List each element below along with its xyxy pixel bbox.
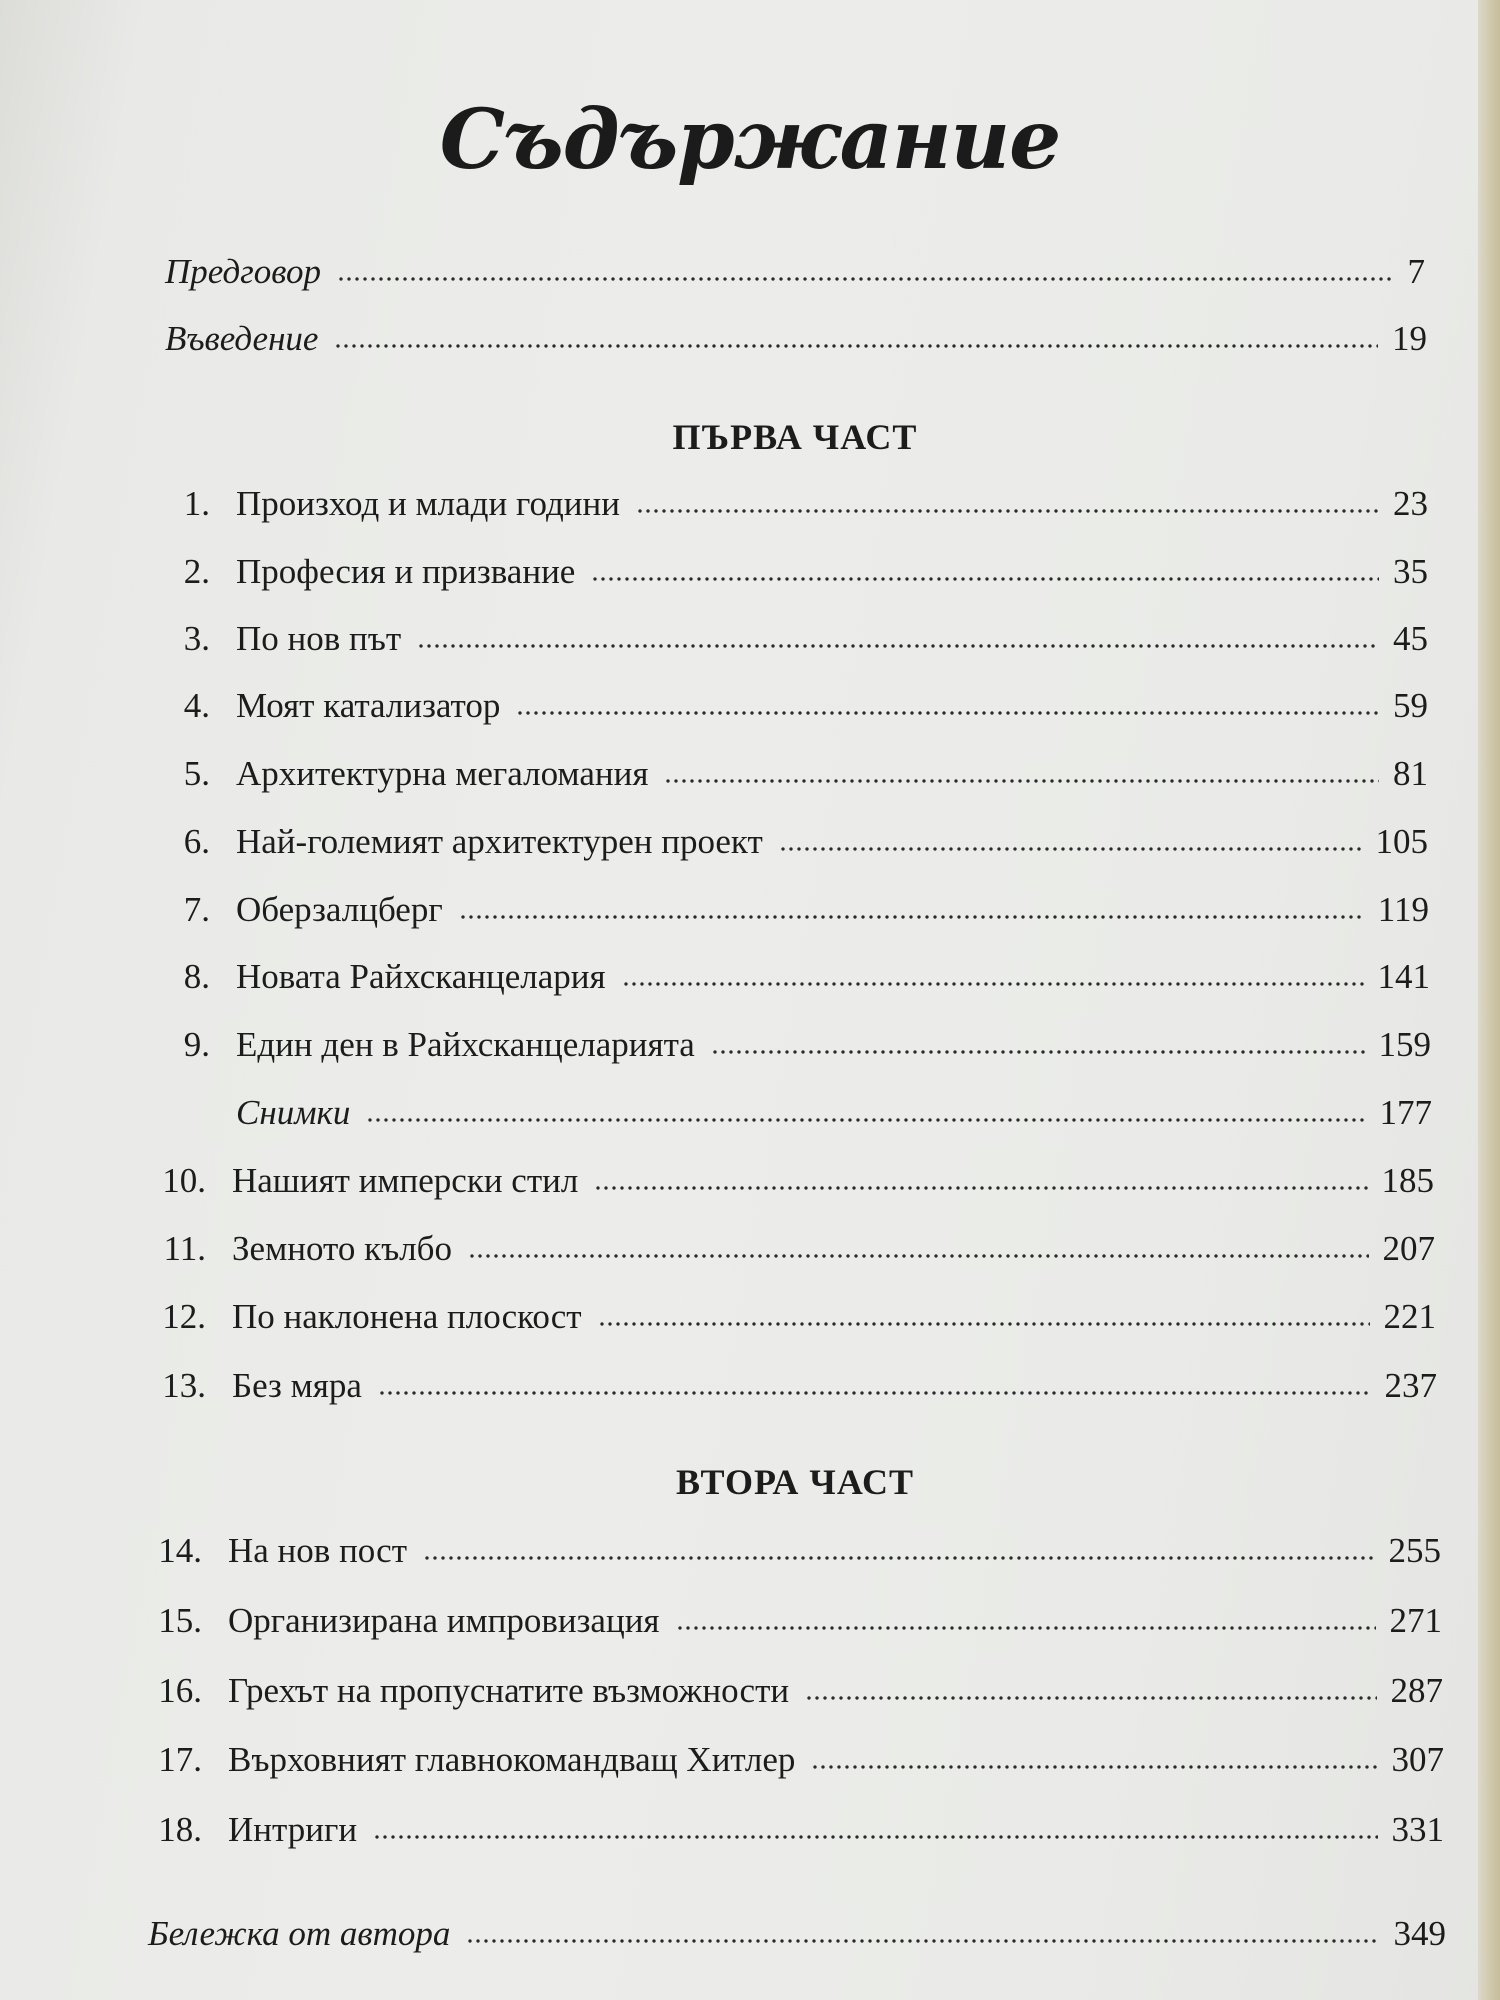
toc-entry-label: Снимки	[236, 1093, 351, 1132]
toc-entry-page: 287	[1390, 1671, 1443, 1710]
toc-entry-page: 307	[1391, 1740, 1444, 1779]
toc-entry-page: 7	[1407, 252, 1425, 291]
toc-entry-label: Бележка от автора	[148, 1914, 451, 1953]
toc-entry-page: 119	[1377, 890, 1429, 929]
dot-leader	[594, 1186, 1367, 1190]
toc-entry-author-note	[148, 1914, 1446, 1964]
toc-entry	[150, 1297, 1436, 1347]
toc-entry	[170, 686, 1428, 736]
toc-entry-page: 185	[1381, 1161, 1434, 1200]
toc-entry-page: 45	[1393, 619, 1428, 658]
toc-entry	[146, 1531, 1441, 1581]
toc-entry	[170, 619, 1428, 669]
toc-entry-page: 35	[1393, 552, 1428, 591]
toc-entry	[170, 754, 1428, 804]
toc-entry-number: 6.	[183, 822, 210, 861]
toc-entry	[146, 1671, 1443, 1721]
dot-leader	[334, 344, 1378, 348]
toc-entry-number: 7.	[183, 890, 210, 929]
dot-leader	[779, 847, 1362, 851]
toc-entry	[170, 552, 1428, 602]
toc-entry-number: 5.	[183, 754, 210, 793]
toc-entry-label: Професия и призвание	[236, 552, 576, 591]
toc-entry-label: Върховният главнокомандващ Хитлер	[228, 1740, 796, 1779]
toc-entry-label: Нашият имперски стил	[232, 1161, 579, 1200]
toc-entry-page: 255	[1388, 1531, 1441, 1570]
toc-entry	[170, 890, 1429, 940]
toc-entry-page: 23	[1393, 484, 1428, 523]
dot-leader	[805, 1696, 1376, 1700]
toc-entry-page: 207	[1382, 1229, 1435, 1268]
toc-entry-number: 8.	[183, 957, 210, 996]
toc-entry-page: 105	[1375, 822, 1428, 861]
toc-entry-number: 10.	[162, 1161, 206, 1200]
toc-entry	[170, 822, 1428, 872]
toc-entry-label: Един ден в Райхсканцеларията	[236, 1025, 695, 1064]
toc-entry-label: Моят катализатор	[236, 686, 501, 725]
toc-entry-page: 177	[1379, 1093, 1432, 1132]
dot-leader	[366, 1118, 1365, 1122]
toc-entry-label: Най-големият архитектурен проект	[236, 822, 763, 861]
toc-entry-page: 59	[1393, 686, 1428, 725]
dot-leader	[591, 577, 1379, 581]
toc-entry-page: 141	[1377, 957, 1430, 996]
dot-leader	[711, 1050, 1365, 1054]
toc-entry-page: 221	[1383, 1297, 1436, 1336]
toc-entry-label: Предговор	[165, 252, 322, 291]
toc-entry-label: Архитектурна мегаломания	[236, 754, 649, 793]
toc-entry-page: 81	[1393, 754, 1428, 793]
toc-entry-preface	[165, 252, 1425, 302]
toc-entry-label: Без мяра	[232, 1366, 362, 1405]
toc-entry-number: 9.	[183, 1025, 210, 1064]
dot-leader	[636, 509, 1379, 513]
part-one-heading: ПЪРВА ЧАСТ	[672, 417, 918, 457]
toc-entry	[146, 1810, 1444, 1860]
toc-entry-page: 349	[1393, 1914, 1446, 1953]
toc-entry-number: 2.	[183, 552, 210, 591]
toc-entry-page: 237	[1384, 1366, 1437, 1405]
toc-entry-label: По наклонена плоскост	[232, 1297, 582, 1336]
toc-entry-label: Произход и млади години	[236, 484, 620, 523]
toc-entry	[170, 1025, 1431, 1075]
toc-entry-label: На нов пост	[228, 1531, 407, 1570]
toc-entry-page: 159	[1378, 1025, 1431, 1064]
toc-entry-number: 14.	[158, 1531, 202, 1570]
dot-leader	[516, 711, 1379, 715]
dot-leader	[459, 915, 1364, 919]
toc-entry-number: 13.	[162, 1366, 206, 1405]
toc-entry-label: Интриги	[228, 1810, 358, 1849]
toc-entry-photos	[170, 1093, 1432, 1143]
toc-entry-number: 16.	[158, 1671, 202, 1710]
dot-leader	[811, 1765, 1377, 1769]
toc-entry-label: По нов път	[236, 619, 402, 658]
dot-leader	[417, 644, 1379, 648]
dot-leader	[622, 982, 1364, 986]
dot-leader	[676, 1626, 1376, 1630]
dot-leader	[664, 779, 1379, 783]
toc-entry-page: 331	[1391, 1810, 1444, 1849]
part-two-heading: ВТОРА ЧАСТ	[675, 1462, 915, 1502]
dot-leader	[598, 1322, 1370, 1326]
toc-entry-number: 18.	[158, 1810, 202, 1849]
page-edge	[1478, 0, 1500, 2000]
toc-entry-page: 271	[1389, 1601, 1442, 1640]
dot-leader	[423, 1556, 1375, 1560]
page-title: Съдържание	[439, 92, 1061, 188]
toc-entry-label: Новата Райхсканцелария	[236, 957, 606, 996]
toc-entry	[150, 1161, 1434, 1211]
dot-leader	[337, 277, 1393, 281]
toc-entry-label: Оберзалцберг	[236, 890, 443, 929]
toc-entry	[150, 1229, 1435, 1279]
toc-entry-label: Организирана импровизация	[228, 1601, 660, 1640]
dot-leader	[466, 1939, 1379, 1943]
toc-entry	[146, 1601, 1442, 1651]
toc-entry-number: 11.	[163, 1229, 206, 1268]
toc-entry	[146, 1740, 1444, 1790]
toc-entry-number: 1.	[183, 484, 210, 523]
toc-entry-label: Грехът на пропуснатите възможности	[228, 1671, 790, 1710]
toc-entry-label: Земното кълбо	[232, 1229, 452, 1268]
toc-entry	[170, 484, 1428, 534]
toc-entry	[170, 957, 1430, 1007]
toc-entry-page: 19	[1392, 319, 1427, 358]
toc-entry-number: 4.	[183, 686, 210, 725]
dot-leader	[373, 1835, 1377, 1839]
toc-entry-number: 3.	[183, 619, 210, 658]
toc-entry-number: 15.	[158, 1601, 202, 1640]
toc-entry-number: 17.	[158, 1740, 202, 1779]
toc-entry	[150, 1366, 1437, 1416]
toc-entry-introduction	[165, 319, 1427, 369]
toc-entry-number: 12.	[162, 1297, 206, 1336]
dot-leader	[468, 1254, 1369, 1258]
dot-leader	[378, 1391, 1371, 1395]
toc-entry-label: Въведение	[165, 319, 319, 358]
